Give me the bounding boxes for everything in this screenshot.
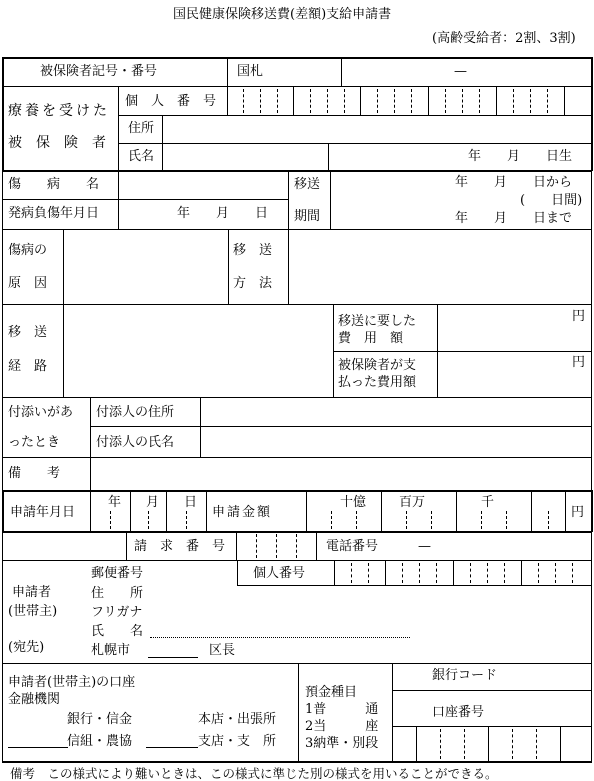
attendant-label-2: ったとき — [8, 435, 61, 450]
applicant-address-label: 住 所 — [91, 586, 144, 601]
bank-code-field[interactable] — [393, 691, 590, 701]
phone-dash: — — [418, 539, 431, 554]
attendant-label-1: 付添いがあ — [8, 405, 74, 420]
unit-hyakuman: 百万 — [399, 495, 426, 510]
bank-account-label: 申請者(世帯主)の口座 — [8, 675, 136, 690]
kokusatsu-label: 国札 — [237, 64, 264, 79]
onset-date-field[interactable]: 年 月 日 — [177, 206, 269, 221]
patient-label-1: 療養を受けた — [8, 103, 110, 119]
birth-date-label: 年 月 日生 — [468, 149, 573, 164]
applicant-personal-number-field[interactable] — [335, 561, 590, 584]
personal-number-field[interactable] — [228, 87, 590, 114]
deposit-type-2[interactable]: 2当 座 — [305, 719, 379, 734]
insured-number-label: 被保険者記号・番号 — [40, 64, 158, 79]
insured-branch-field[interactable] — [342, 58, 590, 85]
claim-number-field[interactable] — [237, 532, 315, 559]
period-days[interactable]: ( 日間) — [520, 193, 583, 208]
city-label: 札幌市 — [91, 643, 131, 658]
applicant-furigana-field[interactable] — [150, 604, 588, 620]
method-field[interactable] — [289, 230, 590, 303]
paid-label-2: 払った費用額 — [338, 375, 417, 390]
cost-yen[interactable]: 円 — [572, 309, 586, 324]
account-number-label: 口座番号 — [432, 705, 485, 720]
claim-number-label: 請 求 番 号 — [134, 539, 226, 554]
address-label: 住所 — [128, 121, 155, 136]
cost-label-2: 費 用 額 — [338, 331, 404, 346]
attendant-address-field[interactable] — [201, 398, 590, 425]
address-field[interactable] — [163, 116, 590, 142]
cause-label-2: 原 因 — [8, 276, 48, 291]
bank-name-field[interactable] — [8, 747, 68, 748]
application-date-field[interactable] — [91, 492, 205, 530]
cause-field[interactable] — [64, 230, 227, 303]
applicant-label-1: 申請者 — [12, 585, 52, 600]
period-to[interactable]: 年 月 日まで — [455, 211, 573, 226]
transport-period-label-2: 期間 — [294, 209, 321, 224]
institution-label: 金融機関 — [8, 692, 61, 707]
phone-label: 電話番号 — [326, 539, 379, 554]
bank-types-1[interactable]: 銀行・信金 — [67, 712, 133, 727]
applicant-name-label: 氏 名 — [91, 624, 144, 639]
illness-name-field[interactable] — [119, 171, 287, 198]
deposit-type-3[interactable]: 3納準・別段 — [305, 736, 379, 751]
attendant-name-label: 付添人の氏名 — [96, 435, 175, 450]
route-field[interactable] — [64, 305, 332, 396]
unit-oku: 十億 — [340, 495, 367, 510]
attendant-address-label: 付添人の住所 — [96, 405, 175, 420]
amount-field[interactable] — [307, 492, 564, 530]
deposit-type-label: 預金種目 — [305, 685, 358, 700]
applicant-name-field[interactable] — [150, 637, 410, 638]
paid-label-1: 被保険者が支 — [338, 358, 417, 373]
cost-label-1: 移送に要した — [338, 314, 417, 329]
transport-period-label-1: 移送 — [294, 177, 321, 192]
branch-types-1[interactable]: 本店・出張所 — [198, 712, 277, 727]
personal-number-label: 個 人 番 号 — [125, 94, 217, 109]
phone-field[interactable] — [390, 532, 590, 559]
applicant-furigana-label: フリガナ — [91, 605, 143, 620]
remarks-field[interactable] — [91, 458, 590, 489]
account-number-field[interactable] — [393, 727, 590, 760]
application-month: 月 — [146, 495, 160, 510]
illness-name-label: 傷 病 名 — [8, 177, 100, 192]
route-label-1: 移 送 — [8, 325, 48, 340]
branch-name-field[interactable] — [146, 747, 198, 748]
attendant-name-field[interactable] — [201, 427, 590, 456]
applicant-label-3: (宛先) — [8, 640, 45, 655]
method-label-2: 方 法 — [233, 276, 273, 291]
applicant-address-field[interactable] — [150, 586, 588, 602]
application-date-label: 申請年月日 — [10, 505, 76, 520]
ward-label: 区長 — [209, 643, 236, 658]
application-day: 日 — [184, 495, 198, 510]
branch-types-2[interactable]: 支店・支 所 — [198, 734, 277, 749]
remarks-label: 備 考 — [8, 466, 61, 481]
bank-code-label: 銀行コード — [432, 668, 498, 683]
period-from[interactable]: 年 月 日から — [455, 175, 573, 190]
onset-date-label: 発病負傷年月日 — [8, 206, 100, 221]
bank-types-2[interactable]: 信組・農協 — [67, 734, 133, 749]
route-label-2: 経 路 — [8, 359, 48, 374]
form-subtitle: (高齢受給者：2割、3割) — [432, 31, 576, 46]
applicant-personal-number-label: 個人番号 — [253, 566, 306, 581]
postal-code-field[interactable] — [155, 562, 235, 582]
unit-sen: 千 — [481, 495, 495, 510]
form-title: 国民健康保険移送費(差額)支給申請書 — [173, 7, 392, 22]
name-field[interactable] — [163, 144, 327, 169]
insured-number-field[interactable] — [262, 58, 340, 85]
applicant-label-2: (世帯主) — [8, 604, 58, 619]
amount-yen: 円 — [571, 505, 585, 520]
postal-code-label: 郵便番号 — [91, 566, 144, 581]
application-year: 年 — [108, 495, 122, 510]
patient-label-2: 被 保 険 者 — [8, 135, 106, 151]
deposit-type-1[interactable]: 1普 通 — [305, 702, 379, 717]
claim-blank-cell — [3, 532, 125, 559]
insured-number-dash: — — [454, 64, 467, 79]
paid-yen[interactable]: 円 — [572, 355, 586, 370]
name-label: 氏名 — [128, 149, 155, 164]
method-label-1: 移 送 — [233, 243, 273, 258]
cause-label-1: 傷病の — [8, 243, 48, 258]
footnote: 備考 この様式により難いときは、この様式に準じた別の様式を用いることができる。 — [10, 766, 498, 781]
amount-label: 申請金額 — [212, 505, 273, 520]
